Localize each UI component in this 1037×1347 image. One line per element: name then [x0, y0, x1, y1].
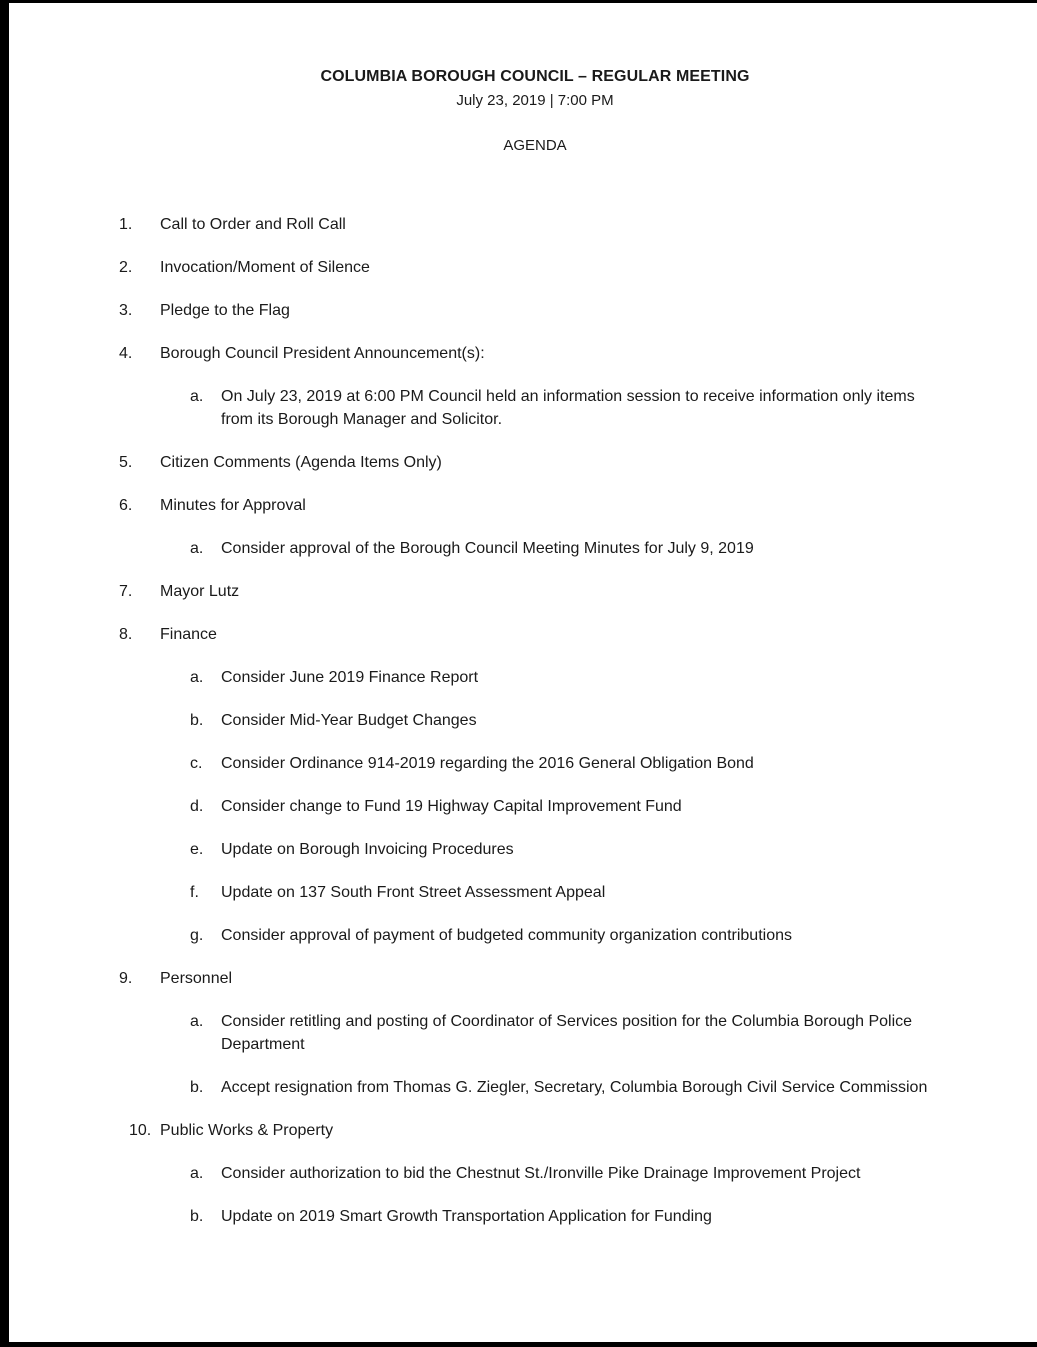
agenda-subitem-letter: b. [190, 712, 204, 729]
agenda-item-text: Call to Order and Roll Call [160, 216, 346, 233]
agenda-subitem-letter: a. [190, 669, 204, 686]
meeting-date-time: July 23, 2019 | 7:00 PM [456, 92, 614, 109]
agenda-subitem-text: Consider June 2019 Finance Report [221, 669, 479, 686]
agenda-subitem-letter: a. [190, 1165, 204, 1182]
agenda-item-number: 8. [119, 626, 133, 643]
agenda-subitem-8d [9, 795, 1037, 818]
agenda-subitem-8b [9, 709, 1037, 732]
agenda-page [9, 3, 1037, 1342]
agenda-subitem-letter: e. [190, 841, 204, 858]
agenda-subitem-text: On July 23, 2019 at 6:00 PM Council held an information session to receive information only items from its Borough Manager and Solicitor. [221, 388, 915, 428]
agenda-subitem-9a [9, 1010, 1037, 1056]
agenda-list [9, 213, 1037, 1248]
agenda-item-text: Public Works & Property [160, 1122, 334, 1139]
agenda-subitem-4a [9, 385, 1037, 431]
agenda-item-text: Borough Council President Announcement(s): [160, 345, 485, 362]
agenda-subitem-8f [9, 881, 1037, 904]
agenda-subitem-text: Update on 2019 Smart Growth Transportation Application for Funding [221, 1208, 712, 1225]
agenda-item-6 [9, 494, 1037, 517]
agenda-item-4 [9, 342, 1037, 365]
agenda-subitem-letter: a. [190, 388, 204, 405]
agenda-subitem-letter: g. [190, 927, 204, 944]
agenda-subitem-letter: d. [190, 798, 204, 815]
agenda-subitem-letter: b. [190, 1079, 204, 1096]
agenda-item-number: 6. [119, 497, 133, 514]
agenda-item-text: Minutes for Approval [160, 497, 306, 514]
agenda-subitem-text: Consider Mid-Year Budget Changes [221, 712, 477, 729]
agenda-item-7 [9, 580, 1037, 603]
agenda-subitem-text: Accept resignation from Thomas G. Ziegler, Secretary, Columbia Borough Civil Service Commission [221, 1079, 928, 1096]
agenda-item-text: Invocation/Moment of Silence [160, 259, 370, 276]
agenda-subitem-text: Consider retitling and posting of Coordinator of Services position for the Columbia Borough Police Department [221, 1013, 913, 1053]
agenda-subitem-text: Consider change to Fund 19 Highway Capital Improvement Fund [221, 798, 682, 815]
agenda-item-text: Mayor Lutz [160, 583, 240, 600]
agenda-item-text: Finance [160, 626, 217, 643]
meeting-title: COLUMBIA BOROUGH COUNCIL – REGULAR MEETING [320, 68, 750, 85]
agenda-item-5 [9, 451, 1037, 474]
agenda-subitem-text: Update on Borough Invoicing Procedures [221, 841, 514, 858]
agenda-item-number: 5. [119, 454, 133, 471]
agenda-subitem-8g [9, 924, 1037, 947]
agenda-subitem-10b [9, 1205, 1037, 1228]
agenda-subitem-text: Update on 137 South Front Street Assessment Appeal [221, 884, 606, 901]
agenda-item-number: 2. [119, 259, 133, 276]
agenda-subitem-letter: c. [190, 755, 203, 772]
agenda-subitem-6a [9, 537, 1037, 560]
agenda-subitem-letter: b. [190, 1208, 204, 1225]
agenda-item-number: 1. [119, 216, 133, 233]
agenda-item-text: Personnel [160, 970, 233, 987]
agenda-item-text: Citizen Comments (Agenda Items Only) [160, 454, 442, 471]
agenda-item-number: 9. [119, 970, 133, 987]
agenda-subitem-letter: a. [190, 540, 204, 557]
agenda-subitem-letter: a. [190, 1013, 204, 1030]
agenda-item-number: 10. [129, 1122, 152, 1139]
agenda-item-8 [9, 623, 1037, 646]
agenda-item-10 [9, 1119, 1037, 1142]
agenda-item-number: 3. [119, 302, 133, 319]
agenda-subitem-text: Consider approval of the Borough Council Meeting Minutes for July 9, 2019 [221, 540, 754, 557]
agenda-subitem-8a [9, 666, 1037, 689]
agenda-item-9 [9, 967, 1037, 990]
agenda-subitem-10a [9, 1162, 1037, 1185]
agenda-subitem-9b [9, 1076, 1037, 1099]
agenda-item-number: 4. [119, 345, 133, 362]
agenda-item-3 [9, 299, 1037, 322]
agenda-item-text: Pledge to the Flag [160, 302, 290, 319]
agenda-item-1 [9, 213, 1037, 236]
agenda-heading: AGENDA [503, 137, 567, 154]
agenda-subitem-letter: f. [190, 884, 199, 901]
agenda-subitem-text: Consider approval of payment of budgeted community organization contributions [221, 927, 792, 944]
agenda-header [9, 67, 1037, 156]
agenda-item-number: 7. [119, 583, 133, 600]
agenda-subitem-8c [9, 752, 1037, 775]
agenda-item-2 [9, 256, 1037, 279]
agenda-subitem-text: Consider Ordinance 914-2019 regarding the 2016 General Obligation Bond [221, 755, 754, 772]
agenda-subitem-8e [9, 838, 1037, 861]
agenda-subitem-text: Consider authorization to bid the Chestnut St./Ironville Pike Drainage Improvement Project [221, 1165, 861, 1182]
